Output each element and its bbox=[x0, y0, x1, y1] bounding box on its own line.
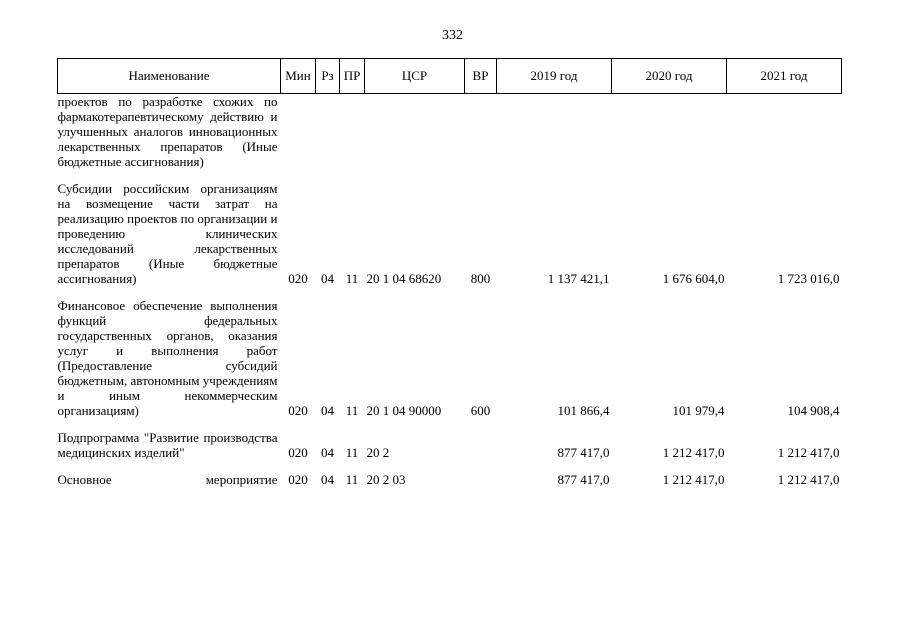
table-row bbox=[58, 298, 842, 418]
row-2021: 104 908,4 bbox=[787, 403, 840, 418]
header-vr: ВР bbox=[465, 59, 497, 94]
row-2019: 877 417,0 bbox=[557, 445, 610, 460]
header-csr: ЦСР bbox=[365, 59, 465, 94]
page-number: 332 bbox=[442, 28, 463, 43]
row-vr bbox=[465, 430, 497, 460]
row-pr: 11 bbox=[345, 445, 359, 460]
row-2019: 877 417,0 bbox=[557, 472, 610, 487]
row-min: 020 bbox=[288, 403, 308, 418]
row-name: проектов по разработке схожих по фармакотерапевтическому действию и улучшенных аналогов инновационных лекарственных препаратов (Иные бюджетные ассигнования) bbox=[57, 94, 278, 169]
row-min: 020 bbox=[288, 271, 308, 286]
row-rz: 04 bbox=[321, 271, 334, 286]
row-csr: 20 1 04 90000 bbox=[366, 403, 442, 418]
header-2019: 2019 год bbox=[497, 59, 612, 94]
row-pr: 11 bbox=[345, 472, 359, 487]
header-min: Мин bbox=[281, 59, 316, 94]
table-row bbox=[58, 181, 842, 286]
row-2020: 1 212 417,0 bbox=[662, 472, 725, 487]
row-vr bbox=[465, 472, 497, 487]
row-csr: 20 2 03 bbox=[366, 472, 406, 487]
row-min: 020 bbox=[288, 445, 308, 460]
row-name: Подпрограмма "Развитие производства медицинских изделий" bbox=[57, 430, 278, 460]
table-row bbox=[58, 472, 842, 487]
row-min: 020 bbox=[288, 472, 308, 487]
table-row bbox=[58, 94, 842, 170]
row-vr: 600 bbox=[470, 403, 491, 418]
table-row bbox=[58, 430, 842, 460]
header-2021: 2021 год bbox=[727, 59, 842, 94]
row-vr bbox=[465, 94, 497, 170]
row-rz: 04 bbox=[321, 472, 334, 487]
header-name: Наименование bbox=[58, 59, 281, 94]
row-2021: 1 723 016,0 bbox=[777, 271, 840, 286]
row-pr: 11 bbox=[345, 271, 359, 286]
header-row bbox=[58, 59, 842, 94]
row-min bbox=[281, 94, 316, 170]
row-csr: 20 2 bbox=[366, 445, 390, 460]
row-csr bbox=[365, 94, 465, 170]
row-csr: 20 1 04 68620 bbox=[366, 271, 442, 286]
row-name: Субсидии российским организациям на возмещение части затрат на реализацию проектов по организации и проведению клинических исследований лекарственных препаратов (Иные бюджетные ассигнования) bbox=[57, 181, 278, 286]
row-2020 bbox=[612, 94, 727, 170]
row-name: Основное мероприятие bbox=[57, 472, 278, 487]
row-2021: 1 212 417,0 bbox=[777, 445, 840, 460]
row-2019: 1 137 421,1 bbox=[547, 271, 610, 286]
row-name: Финансовое обеспечение выполнения функций федеральных государственных органов, оказания услуг и выполнения работ (Предоставление субсидий бюджетным, автономным учреждениям и иным некоммерческим организациям) bbox=[57, 298, 278, 418]
row-vr: 800 bbox=[470, 271, 491, 286]
row-2021: 1 212 417,0 bbox=[777, 472, 840, 487]
row-2020: 1 676 604,0 bbox=[662, 271, 725, 286]
row-2020: 1 212 417,0 bbox=[662, 445, 725, 460]
header-pr: ПР bbox=[340, 59, 365, 94]
row-pr bbox=[340, 94, 365, 170]
row-rz: 04 bbox=[321, 403, 334, 418]
row-pr: 11 bbox=[345, 403, 359, 418]
row-rz: 04 bbox=[321, 445, 334, 460]
row-2021 bbox=[727, 94, 842, 170]
row-2020: 101 979,4 bbox=[672, 403, 725, 418]
header-2020: 2020 год bbox=[612, 59, 727, 94]
row-rz bbox=[316, 94, 340, 170]
row-2019: 101 866,4 bbox=[557, 403, 610, 418]
header-rz: Рз bbox=[316, 59, 340, 94]
row-2019 bbox=[497, 94, 612, 170]
budget-table bbox=[57, 58, 842, 487]
